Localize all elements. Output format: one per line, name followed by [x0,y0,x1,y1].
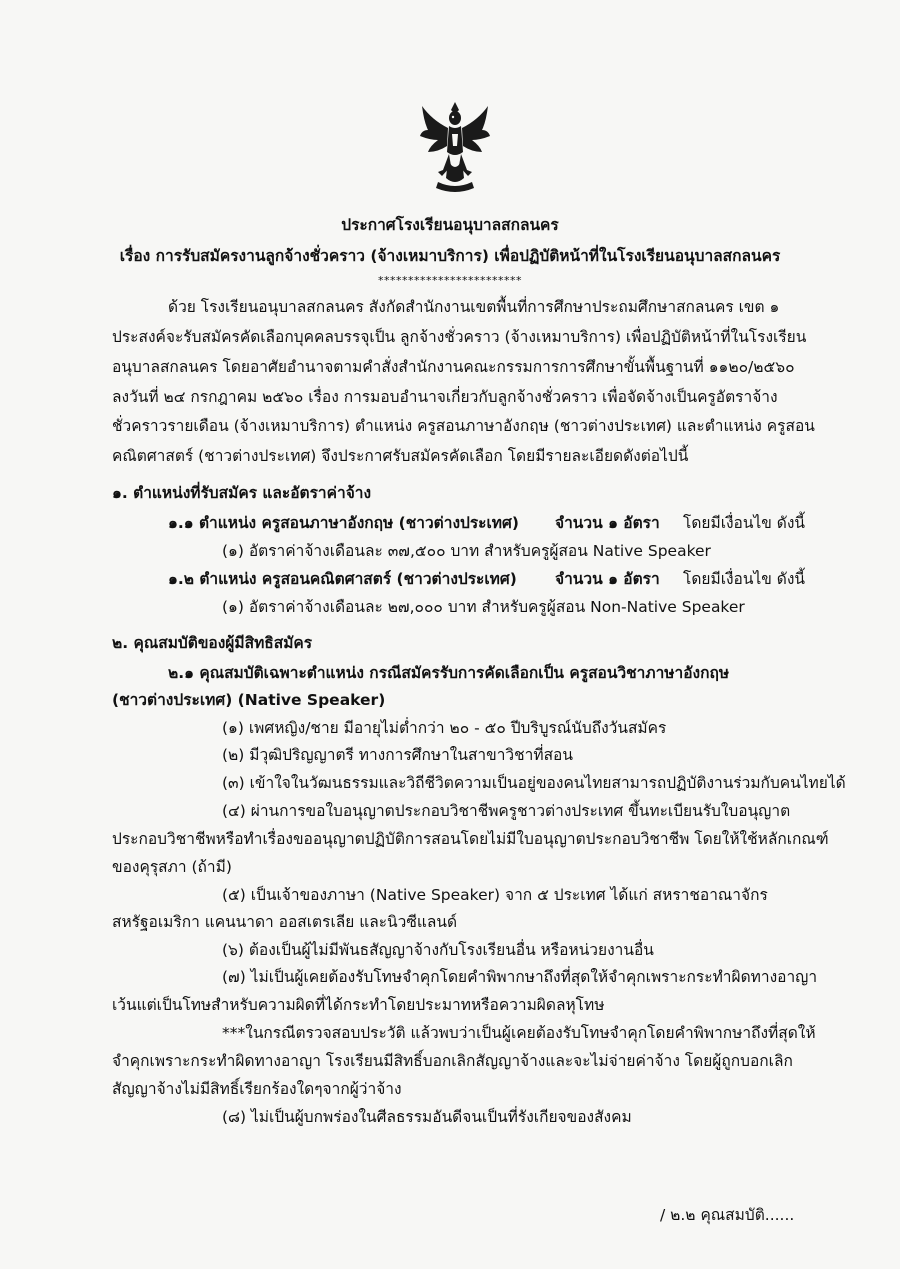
intro-line: อนุบาลสกลนคร โดยอาศัยอำนาจตามคำสั่งสำนักงานคณะกรรมการการศึกษาขั้นพื้นฐานที่ ๑๑๒๐/๒๕๖๐ [112,358,795,376]
qualification-item: (๔) ผ่านการขอใบอนุญาตประกอบวิชาชีพครูชาวต่างประเทศ ขึ้นทะเบียนรับใบอนุญาต [222,802,791,820]
intro-line: ลงวันที่ ๒๔ กรกฎาคม ๒๕๖๐ เรื่อง การมอบอำนาจเกี่ยวกับลูกจ้างชั่วคราว เพื่อจัดจ้างเป็นครูอัตราจ้าง [112,388,778,406]
criminal-record-note-cont: สัญญาจ้างไม่มีสิทธิ์เรียกร้องใดๆจากผู้ว่าจ้าง [112,1080,402,1098]
qualification-item-cont: สหรัฐอเมริกา แคนนาดา ออสเตรเลีย และนิวซีแลนด์ [112,913,458,931]
position-2-condition: โดยมีเงื่อนไข ดังนี้ [683,570,806,588]
criminal-record-note-cont: จำคุกเพราะกระทำผิดทางอาญา โรงเรียนมีสิทธิ์บอกเลิกสัญญาจ้างและจะไม่จ่ายค่าจ้าง โดยผู้ถูกบอกเลิก [112,1052,793,1070]
qualification-item-cont: ประกอบวิชาชีพหรือทำเรื่องขออนุญาตปฏิบัติการสอนโดยไม่มีใบอนุญาตประกอบวิชาชีพ โดยให้ใช้หลักเกณฑ์ [112,830,829,848]
qualification-item: (๓) เข้าใจในวัฒนธรรมและวิถีชีวิตความเป็นอยู่ของคนไทยสามารถปฏิบัติงานร่วมกับคนไทยได้ [222,774,846,792]
criminal-record-note: ***ในกรณีตรวจสอบประวัติ แล้วพบว่าเป็นผู้เคยต้องรับโทษจำคุกโดยคำพิพากษาถึงที่สุดให้ [222,1024,816,1042]
position-1-rate: (๑) อัตราค่าจ้างเดือนละ ๓๗,๕๐๐ บาท สำหรับครูผู้สอน Native Speaker [222,542,711,560]
qualification-item: (๗) ไม่เป็นผู้เคยต้องรับโทษจำคุกโดยคำพิพากษาถึงที่สุดให้จำคุกเพราะกระทำผิดทางอาญา [222,968,818,986]
section-1-heading: ๑. ตำแหน่งที่รับสมัคร และอัตราค่าจ้าง [112,484,372,502]
subsection-2-1-title-cont: (ชาวต่างประเทศ) (Native Speaker) [112,691,386,709]
intro-line: ด้วย โรงเรียนอนุบาลสกลนคร สังกัดสำนักงานเขตพื้นที่การศึกษาประถมศึกษาสกลนคร เขต ๑ [168,298,780,316]
position-1-count: จำนวน ๑ อัตรา [555,514,660,532]
qualification-item: (๑) เพศหญิง/ชาย มีอายุไม่ต่ำกว่า ๒๐ - ๕๐ ปีบริบูรณ์นับถึงวันสมัคร [222,719,667,737]
announcement-title: ประกาศโรงเรียนอนุบาลสกลนคร [341,216,559,234]
qualification-item: (๘) ไม่เป็นผู้บกพร่องในศีลธรรมอันดีจนเป็นที่รังเกียจของสังคม [222,1108,632,1126]
qualification-item: (๒) มีวุฒิปริญญาตรี ทางการศึกษาในสาขาวิชาที่สอน [222,746,573,764]
intro-line: ประสงค์จะรับสมัครคัดเลือกบุคคลบรรจุเป็น ลูกจ้างชั่วคราว (จ้างเหมาบริการ) เพื่อปฏิบัติหน้าที่ในโรงเรียน [112,328,807,346]
position-2-count: จำนวน ๑ อัตรา [555,570,660,588]
separator-stars: ************************ [378,274,522,287]
intro-line: ชั่วคราวรายเดือน (จ้างเหมาบริการ) ตำแหน่ง ครูสอนภาษาอังกฤษ (ชาวต่างประเทศ) และตำแหน่ง ครูสอน [112,417,815,435]
continued-marker: / ๒.๒ คุณสมบัติ...... [660,1206,795,1224]
subsection-2-1-title: ๒.๑ คุณสมบัติเฉพาะตำแหน่ง กรณีสมัครรับการคัดเลือกเป็น ครูสอนวิชาภาษาอังกฤษ [168,664,730,682]
position-2-rate: (๑) อัตราค่าจ้างเดือนละ ๒๗,๐๐๐ บาท สำหรับครูผู้สอน Non-Native Speaker [222,598,745,616]
qualification-item: (๖) ต้องเป็นผู้ไม่มีพันธสัญญาจ้างกับโรงเรียนอื่น หรือหน่วยงานอื่น [222,941,654,959]
qualification-item-cont: ของคุรุสภา (ถ้ามี) [112,858,232,876]
garuda-emblem-icon [418,100,492,200]
position-1-condition: โดยมีเงื่อนไข ดังนี้ [683,514,806,532]
announcement-subject: เรื่อง การรับสมัครงานลูกจ้างชั่วคราว (จ้างเหมาบริการ) เพื่อปฏิบัติหน้าที่ในโรงเรียนอนุบาลสกลนคร [119,247,781,265]
position-2-title: ๑.๒ ตำแหน่ง ครูสอนคณิตศาสตร์ (ชาวต่างประเทศ) [168,570,517,588]
position-1-title: ๑.๑ ตำแหน่ง ครูสอนภาษาอังกฤษ (ชาวต่างประเทศ) [168,514,519,532]
intro-line: คณิตศาสตร์ (ชาวต่างประเทศ) จึงประกาศรับสมัครคัดเลือก โดยมีรายละเอียดดังต่อไปนี้ [112,447,689,465]
qualification-item-cont: เว้นแต่เป็นโทษสำหรับความผิดที่ได้กระทำโดยประมาทหรือความผิดลหุโทษ [112,996,605,1014]
qualification-item: (๕) เป็นเจ้าของภาษา (Native Speaker) จาก ๕ ประเทศ ได้แก่ สหราชอาณาจักร [222,886,768,904]
section-2-heading: ๒. คุณสมบัติของผู้มีสิทธิสมัคร [112,634,313,652]
